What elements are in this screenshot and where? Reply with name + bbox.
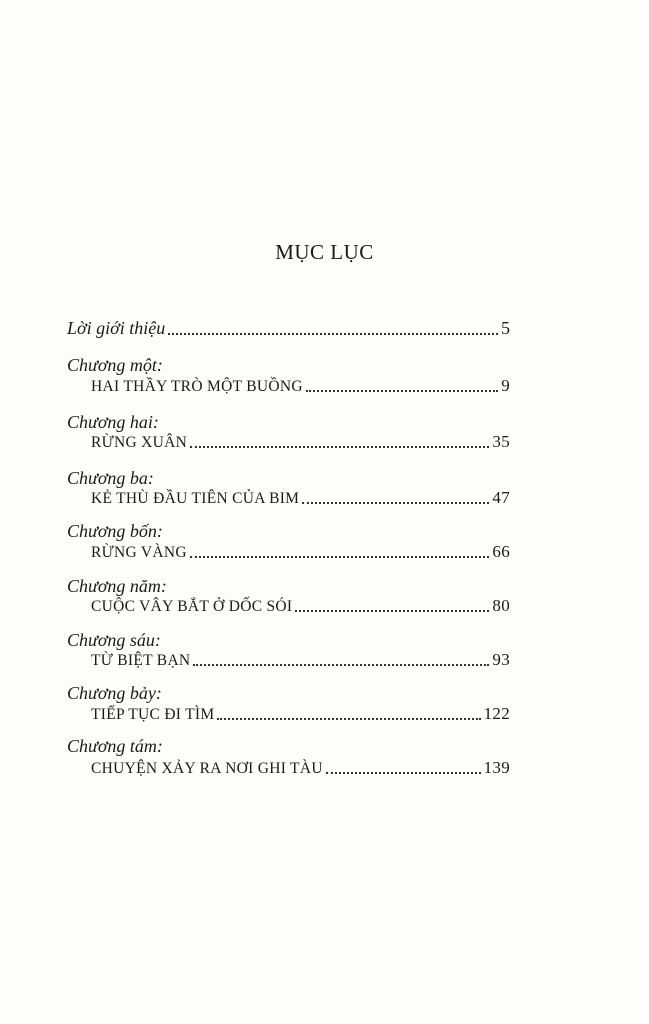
- chapter-heading: Chương một:: [67, 355, 163, 375]
- dot-leader: [326, 771, 481, 774]
- toc-entry-chapter[interactable]: [91, 596, 510, 616]
- page-number: 80: [492, 596, 510, 615]
- page-number: 47: [492, 488, 510, 507]
- chapter-heading: Chương sáu:: [67, 630, 161, 650]
- toc-entry-intro[interactable]: [67, 318, 510, 339]
- chapter-heading: Chương ba:: [67, 468, 154, 488]
- entry-label: HAI THẦY TRÒ MỘT BUỒNG: [91, 378, 303, 395]
- page-number: 122: [483, 704, 510, 723]
- toc-entry-chapter[interactable]: [91, 650, 510, 670]
- page-number: 35: [492, 432, 510, 451]
- chapter-heading: Chương năm:: [67, 576, 167, 596]
- dot-leader: [190, 555, 490, 558]
- page-number: 9: [501, 376, 510, 395]
- entry-label: Lời giới thiệu: [67, 318, 166, 338]
- page-title: MỤC LỤC: [275, 240, 374, 264]
- page-number: 93: [492, 650, 510, 669]
- entry-label: CHUYỆN XẢY RA NƠI GHI TÀU: [91, 760, 323, 777]
- chapter-heading: Chương tám:: [67, 736, 163, 756]
- dot-leader: [190, 445, 489, 448]
- entry-label: KẺ THÙ ĐẦU TIÊN CỦA BIM: [91, 490, 300, 507]
- toc-entry-chapter[interactable]: [91, 376, 510, 396]
- toc-entry-chapter[interactable]: [91, 704, 510, 724]
- dot-leader: [295, 609, 489, 612]
- entry-label: CUỘC VÂY BẮT Ở DỐC SÓI: [91, 598, 293, 615]
- dot-leader: [217, 717, 480, 720]
- toc-entry-chapter[interactable]: [91, 432, 510, 452]
- entry-label: TỪ BIỆT BẠN: [91, 652, 191, 669]
- dot-leader: [302, 501, 489, 504]
- chapter-heading: Chương hai:: [67, 412, 159, 432]
- chapter-heading: Chương bốn:: [67, 521, 163, 541]
- dot-leader: [193, 663, 489, 666]
- toc-entry-chapter[interactable]: [91, 758, 510, 778]
- entry-label: TIẾP TỤC ĐI TÌM: [91, 706, 215, 723]
- page-number: 5: [501, 318, 510, 338]
- toc-entry-chapter[interactable]: [91, 542, 510, 562]
- entry-label: RỪNG XUÂN: [91, 434, 188, 451]
- toc-entry-chapter[interactable]: [91, 488, 510, 508]
- chapter-heading: Chương bảy:: [67, 683, 162, 703]
- dot-leader: [306, 389, 498, 392]
- page-number: 66: [492, 542, 510, 561]
- entry-label: RỪNG VÀNG: [91, 544, 187, 561]
- page-number: 139: [483, 758, 510, 777]
- dot-leader: [168, 332, 498, 335]
